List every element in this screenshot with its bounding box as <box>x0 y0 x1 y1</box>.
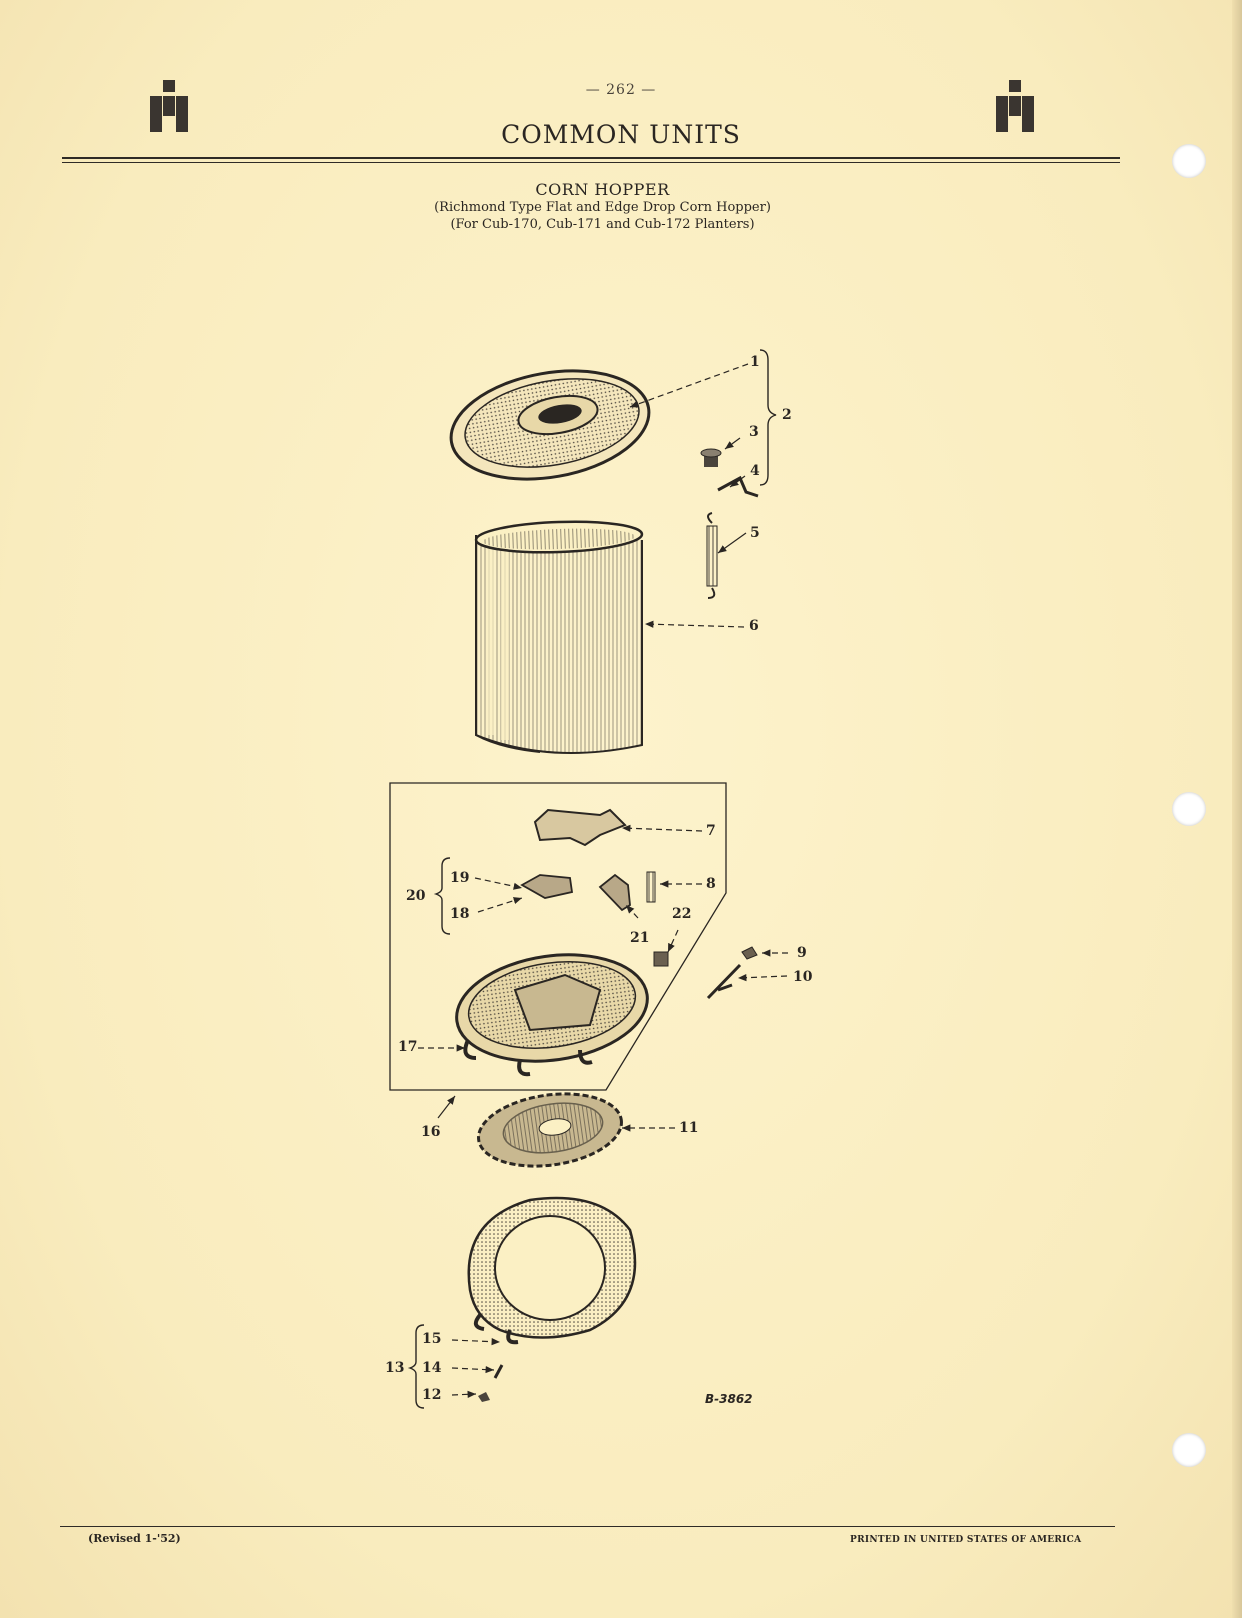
callout-6: 6 <box>749 618 759 634</box>
pin-part-14 <box>495 1365 502 1378</box>
lid-knob <box>701 449 721 467</box>
callout-21: 21 <box>630 930 650 946</box>
callout-20: 20 <box>406 888 426 904</box>
callout-16: 16 <box>421 1124 441 1140</box>
part-10 <box>708 965 740 998</box>
hopper-lid <box>442 356 657 493</box>
callout-11: 11 <box>679 1120 699 1136</box>
section-subtitle: (For Cub-170, Cub-171 and Cub-172 Planters) <box>450 217 755 232</box>
callout-22: 22 <box>672 906 692 922</box>
callout-13: 13 <box>385 1360 405 1376</box>
callout-8: 8 <box>706 876 716 892</box>
callout-3: 3 <box>749 424 759 440</box>
callout-18: 18 <box>450 906 470 922</box>
callout-5: 5 <box>750 525 760 541</box>
page-title: COMMON UNITS <box>501 120 741 149</box>
callout-1: 1 <box>750 354 760 370</box>
part-21 <box>600 875 630 910</box>
part-22 <box>654 952 668 966</box>
bottom-ring-part-15 <box>469 1198 635 1342</box>
callout-15: 15 <box>422 1331 442 1347</box>
hopper-cylinder <box>476 519 643 753</box>
part-9 <box>742 947 757 959</box>
printed-note: PRINTED IN UNITED STATES OF AMERICA <box>850 1535 1082 1545</box>
callout-14: 14 <box>422 1360 442 1376</box>
seed-plate-part-11 <box>474 1085 626 1174</box>
callout-7: 7 <box>706 823 716 839</box>
hopper-base-part-17 <box>450 943 655 1074</box>
part-19-18 <box>522 875 572 898</box>
callout-10: 10 <box>793 969 813 985</box>
callout-19: 19 <box>450 870 470 886</box>
section-subtitle: (Richmond Type Flat and Edge Drop Corn Hopper) <box>434 200 771 215</box>
part-8-spring <box>647 872 655 902</box>
callout-2: 2 <box>782 407 792 423</box>
part-7 <box>535 810 625 845</box>
callout-4: 4 <box>750 463 760 479</box>
callout-12: 12 <box>422 1387 442 1403</box>
footer-rule <box>60 1526 1115 1527</box>
figure-code: B-3862 <box>705 1392 753 1406</box>
revision-note: (Revised 1-'52) <box>88 1532 181 1545</box>
callout-17: 17 <box>398 1039 418 1055</box>
lid-spring <box>707 513 717 598</box>
screw-part-12 <box>478 1392 490 1402</box>
section-title: CORN HOPPER <box>535 180 670 199</box>
callout-9: 9 <box>797 945 807 961</box>
page-number: — 262 — <box>585 82 657 98</box>
